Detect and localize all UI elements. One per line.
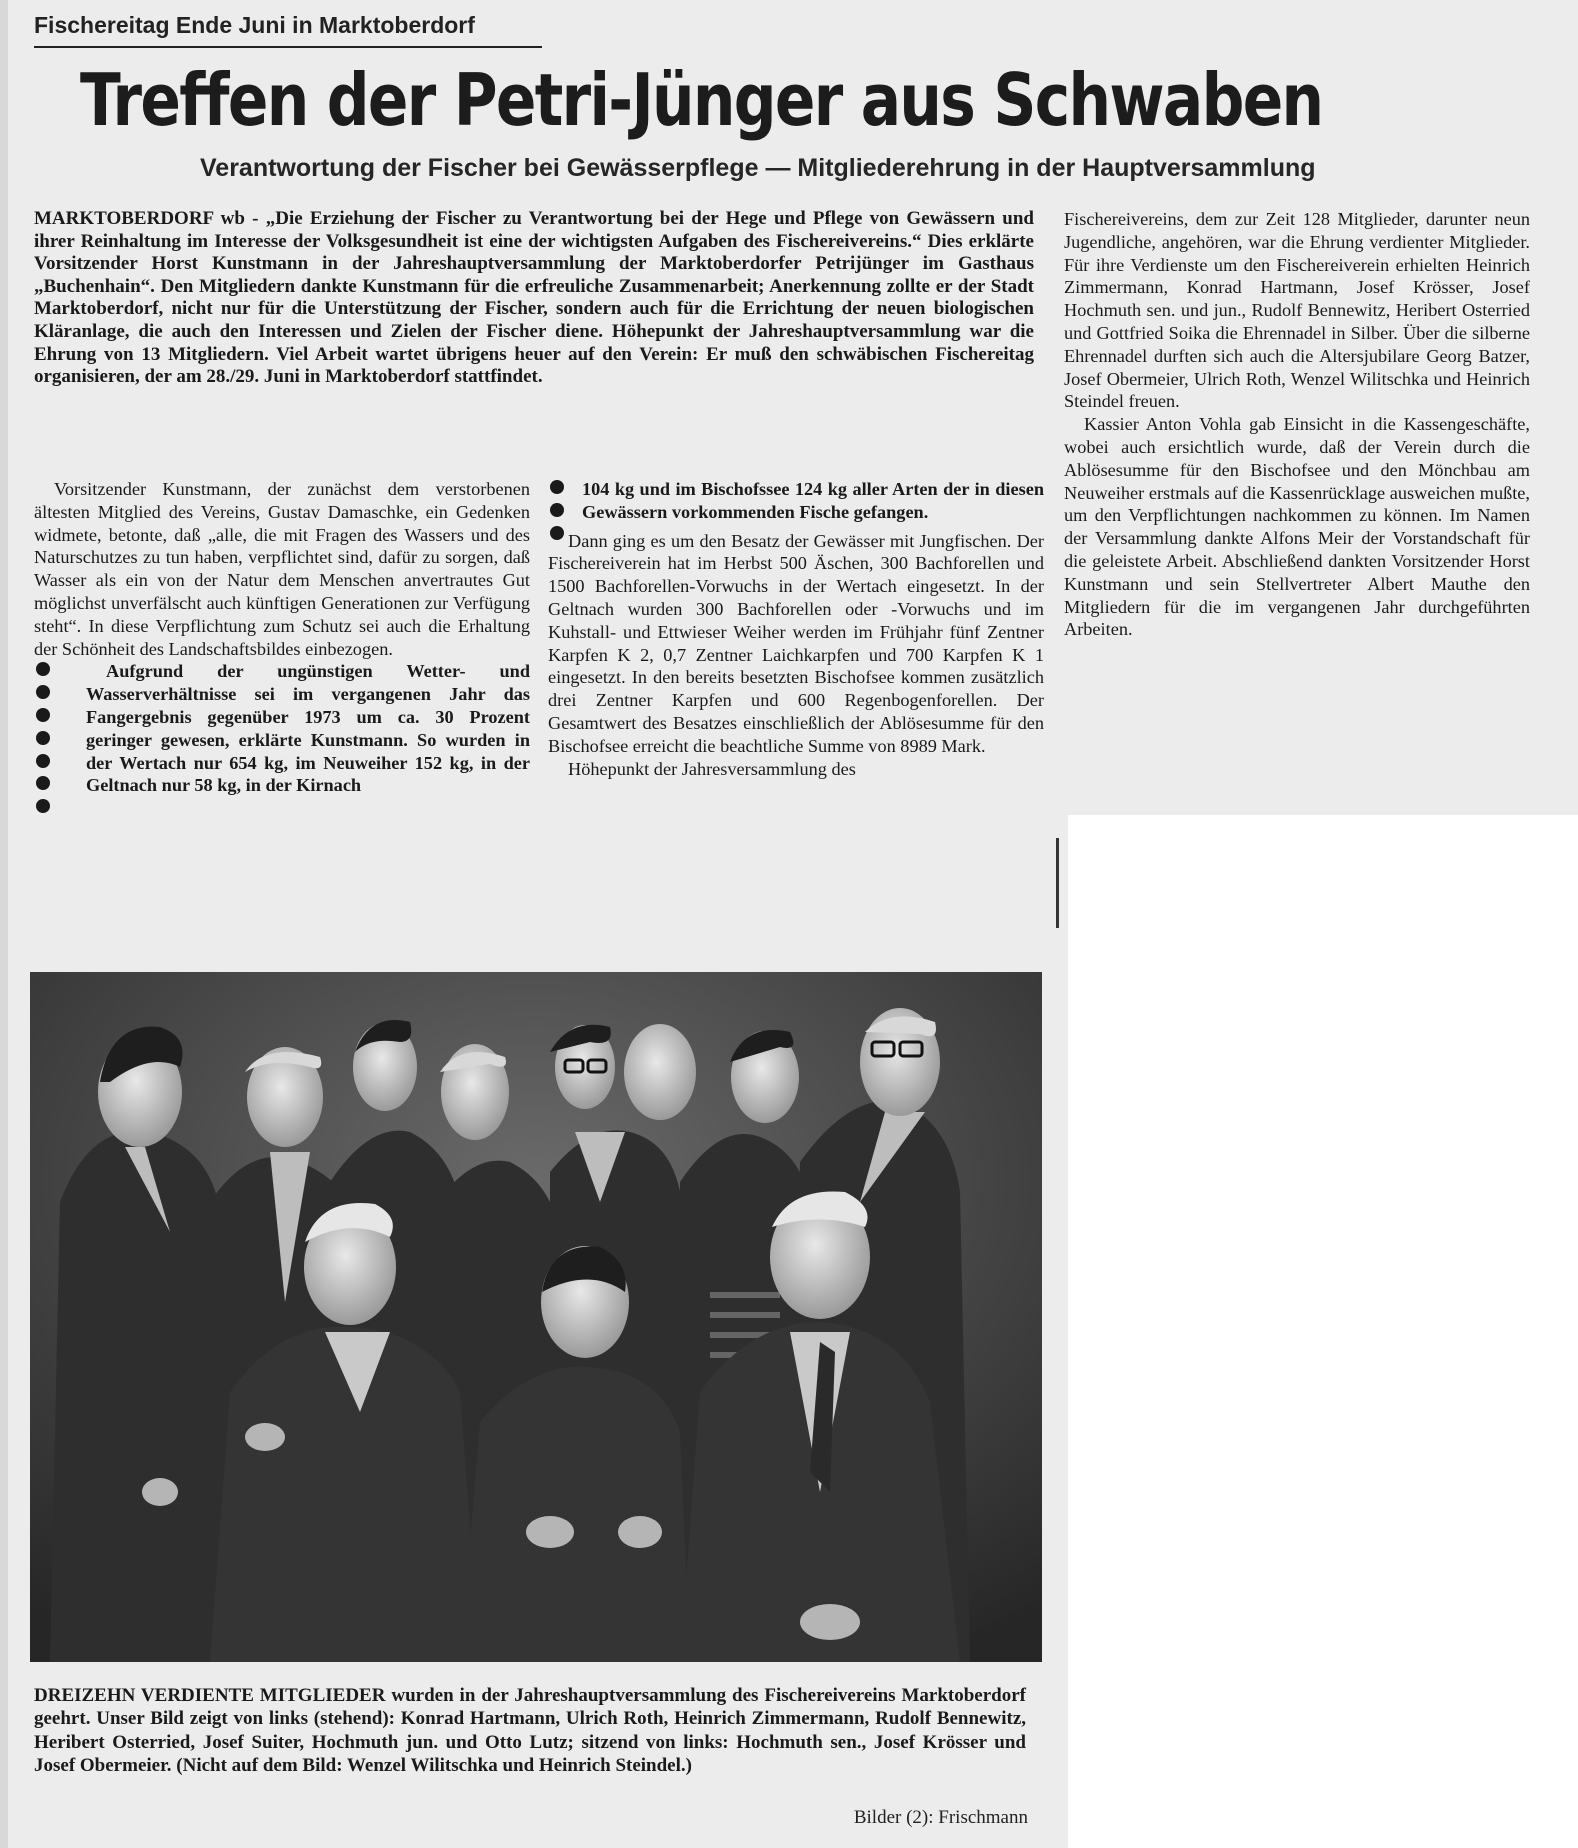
highlight-block-continued	[548, 478, 1044, 524]
highlight-text-continued: 104 kg und im Bischofssee 124 kg aller Arten der in diesen Gewässern vorkommenden Fische gefangen.	[582, 479, 1044, 522]
column-middle	[548, 478, 1044, 938]
scan-edge	[0, 0, 8, 1848]
subheadline: Verantwortung der Fischer bei Gewässerpflege — Mitgliederehrung in der Hauptversammlung	[200, 154, 1316, 182]
kicker: Fischereitag Ende Juni in Marktoberdorf	[34, 8, 542, 48]
bullet-dots	[36, 662, 52, 822]
column-right-paragraph-2: Kassier Anton Vohla gab Einsicht in die Kassengeschäfte, wobei auch ersichtlich wurde, daß der Verein durch die Ablösesumme für den Bischofsee und den Mönchbau am Neuweiher erstmals auf die Kassenrücklage ausweichen mußte, um den Verpflichtungen nachkommen zu können. Im Namen der Versammlung dankte Alfons Meir der Vorstandschaft für die geleistete Arbeit. Abschließend dankten Vorsitzender Horst Kunstmann und sein Stellvertreter Albert Mauthe den Mitgliedern für die im vergangenen Jahr durchgeführten Arbeiten.	[1064, 414, 1530, 640]
lead-text: „Die Erziehung der Fischer zu Verantwortung bei der Hege und Pflege von Gewässern und ihrer Reinhaltung im Interesse der Volksgesundheit ist eine der wichtigsten Aufgaben des Fischereivereins.“ Dies erklärte Vorsitzender Horst Kunstmann in der Jahreshauptversammlung der Marktoberdorfer Petrijünger im Gasthaus „Buchenhain“. Den Mitgliedern dankte Kunstmann für die erfreuliche Zusammenarbeit; Anerkennung zollte er der Stadt Marktoberdorf, nicht nur für die Unterstützung der Fischer, sondern auch für die Errichtung der neuen biologischen Kläranlage, die auch den Interessen und Zielen der Fischer diene. Höhepunkt der Jahreshauptversammlung war die Ehrung von 13 Mitgliedern. Viel Arbeit wartet übrigens heuer auf den Verein: Er muß den schwäbischen Fischereitag organisieren, der am 28./29. Juni in Marktoberdorf stattfindet.	[34, 208, 1034, 388]
column-left	[34, 478, 530, 938]
caption-text: wurden in der Jahreshauptversammlung des Fischereivereins Marktoberdorf geehrt. Unser Bild zeigt von links (stehend): Konrad Hartmann, Ulrich Roth, Heinrich Zimmermann, Rudolf Bennewitz, Heribert Osterried, Josef Suiter, Hochmuth jun. und Otto Lutz; sitzend von links: Hochmuth sen., Josef Krösser und Josef Obermeier. (Nicht auf dem Bild: Wenzel Wilitschka und Heinrich Steindel.)	[34, 1685, 1027, 1777]
column-middle-paragraph: Dann ging es um den Besatz der Gewässer mit Jungfischen. Der Fischereiverein hat im Herbst 500 Äschen, 300 Bachforellen und 1500 Bachforellen-Vorwuchs in der Wertach eingesetzt. In der Geltnach wurden 300 Bachforellen oder -Vorwuchs und im Kuhstall- und Ettwieser Weiher werden im Frühjahr fünf Zentner Karpfen K 2, 0,7 Zentner Laichkarpfen und 700 Karpfen K 1 eingesetzt. In den bereits besetzten Bischofsee kommen zusätzlich drei Zentner Karpfen und 600 Regenbogenforellen. Der Gesamtwert des Besatzes einschließlich der Ablösesumme für den Bischofsee erreicht die beachtliche Summe von 8989 Mark.	[548, 530, 1044, 756]
column-rule	[1056, 838, 1059, 928]
column-left-paragraph: Vorsitzender Kunstmann, der zunächst dem verstorbenen ältesten Mitglied des Vereins, Gustav Damaschke, ein Gedenken widmete, betonte, daß „alle, die mit Fragen des Wassers und des Naturschutzes zu tun haben, verpflichtet sind, dafür zu sorgen, daß Wasser als ein von der Natur dem Menschen anvertrautes Gut möglichst unverfälscht auch künftigen Generationen zur Verfügung steht“. In diese Verpflichtung zum Schutz sei auch die Erhaltung der Schönheit des Landschaftsbildes einbezogen.	[34, 479, 530, 659]
group-photo	[30, 972, 1042, 1662]
column-middle-paragraph-2: Höhepunkt der Jahresversammlung des	[568, 758, 856, 779]
column-right	[1064, 208, 1530, 808]
caption-lead: DREIZEHN VERDIENTE MITGLIEDER	[34, 1685, 386, 1706]
lead-paragraph	[34, 208, 1034, 468]
highlight-text: Aufgrund der ungünstigen Wetter- und Wasserverhältnisse sei im vergangenen Jahr das Fangergebnis gegenüber 1973 um ca. 30 Prozent geringer gewesen, erklärte Kunstmann. So wurden in der Wertach nur 654 kg, im Neuweiher 152 kg, in der Geltnach nur 58 kg, in der Kirnach	[86, 661, 530, 796]
column-right-paragraph: Fischereivereins, dem zur Zeit 128 Mitglieder, darunter neun Jugendliche, angehören, war die Ehrung verdienter Mitglieder. Für ihre Verdienste um den Fischereiverein erhielten Heinrich Zimmermann, Konrad Hartmann, Josef Krösser, Josef Hochmuth sen. und jun., Rudolf Bennewitz, Heribert Osterried und Gottfried Soika die Ehrennadel in Silber. Über die silberne Ehrennadel durften sich auch die Altersjubilare Georg Batzer, Josef Obermeier, Ulrich Roth, Wenzel Wilitschka und Heinrich Steindel freuen.	[1064, 209, 1530, 412]
headline: Treffen der Petri-Jünger aus Schwaben	[80, 58, 1323, 142]
photo-credit: Bilder (2): Frischmann	[853, 1807, 1028, 1828]
bullet-dots	[550, 480, 566, 548]
highlight-block	[34, 660, 530, 797]
group-photo-image	[30, 972, 1042, 1662]
dateline: MARKTOBERDORF wb -	[34, 208, 259, 229]
